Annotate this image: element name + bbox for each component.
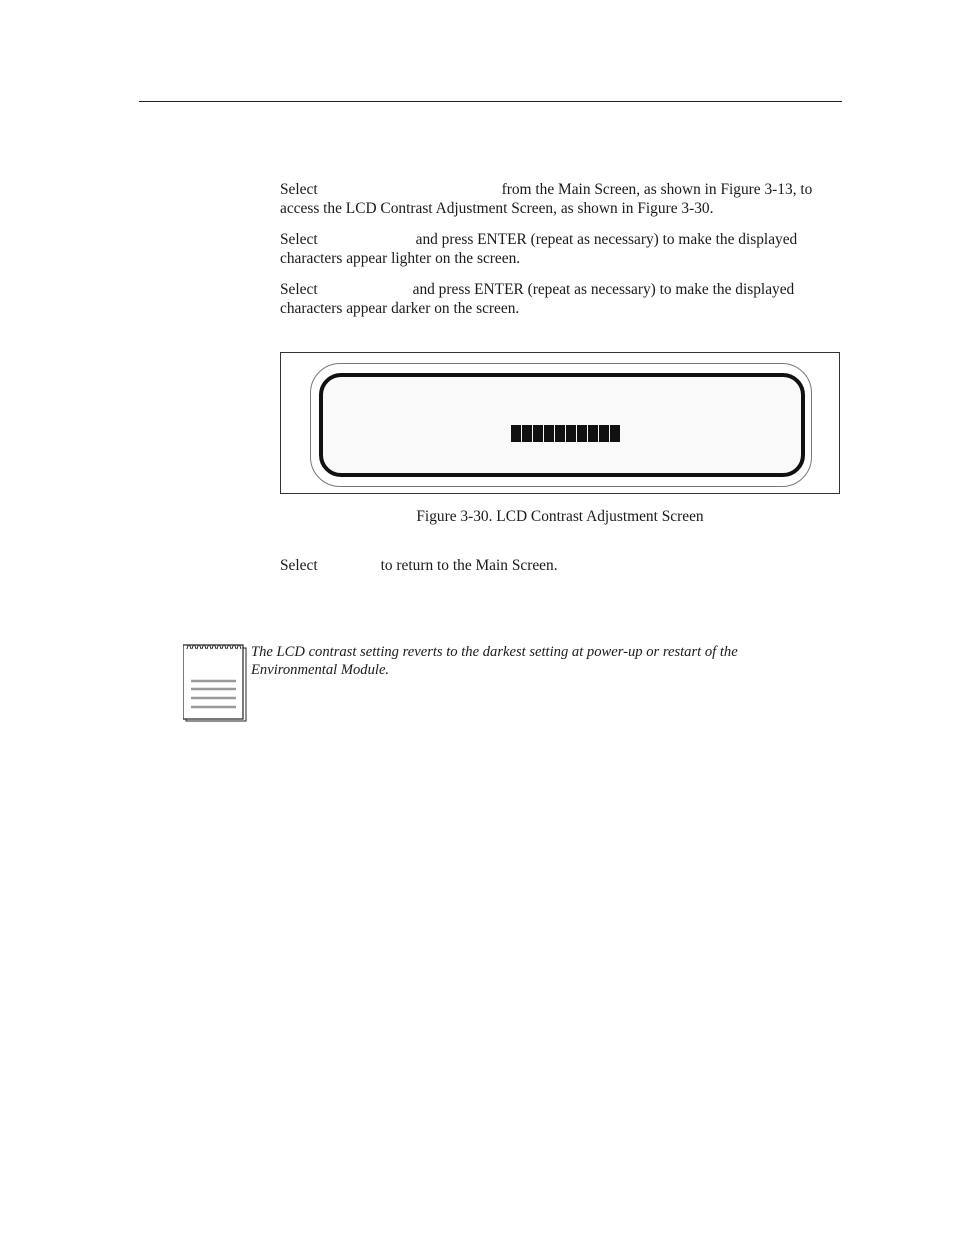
select-word: Select [280,231,318,248]
select-word: Select [280,281,318,298]
contrast-segment [610,425,620,442]
contrast-segment [555,425,565,442]
lcd-bezel [310,363,812,487]
contrast-segment [599,425,609,442]
lcd-figure [280,352,840,494]
paragraph-text: characters appear lighter on the screen. [280,250,521,267]
paragraph-lighter [280,230,840,268]
notepad-icon [183,640,247,722]
contrast-segment [566,425,576,442]
contrast-segment [577,425,587,442]
contrast-segment [522,425,532,442]
paragraph-return [280,556,840,575]
paragraph-text: and press ENTER (repeat as necessary) to make the displayed [415,231,798,248]
paragraph-darker [280,280,840,318]
figure-caption: Figure 3-30. LCD Contrast Adjustment Screen [416,508,704,525]
paragraph-text: and press ENTER (repeat as necessary) to make the displayed [412,281,795,298]
paragraph-text: from the Main Screen, as shown in Figure 3-13, to [501,181,813,198]
contrast-segment [533,425,543,442]
note-text: The LCD contrast setting reverts to the darkest setting at power-up or restart of the Environmental Module. [251,644,738,678]
contrast-segment [544,425,554,442]
select-word: Select [280,557,318,574]
select-word: Select [280,181,318,198]
lcd-screen [319,373,805,477]
contrast-bar [511,425,620,442]
paragraph-text: access the LCD Contrast Adjustment Screen, as shown in Figure 3-30. [280,200,714,217]
paragraph-text: to return to the Main Screen. [380,557,558,574]
paragraph-text: characters appear darker on the screen. [280,300,520,317]
paragraph-access-screen [280,180,840,218]
contrast-segment [511,425,521,442]
contrast-segment [588,425,598,442]
header-rule [139,101,842,102]
